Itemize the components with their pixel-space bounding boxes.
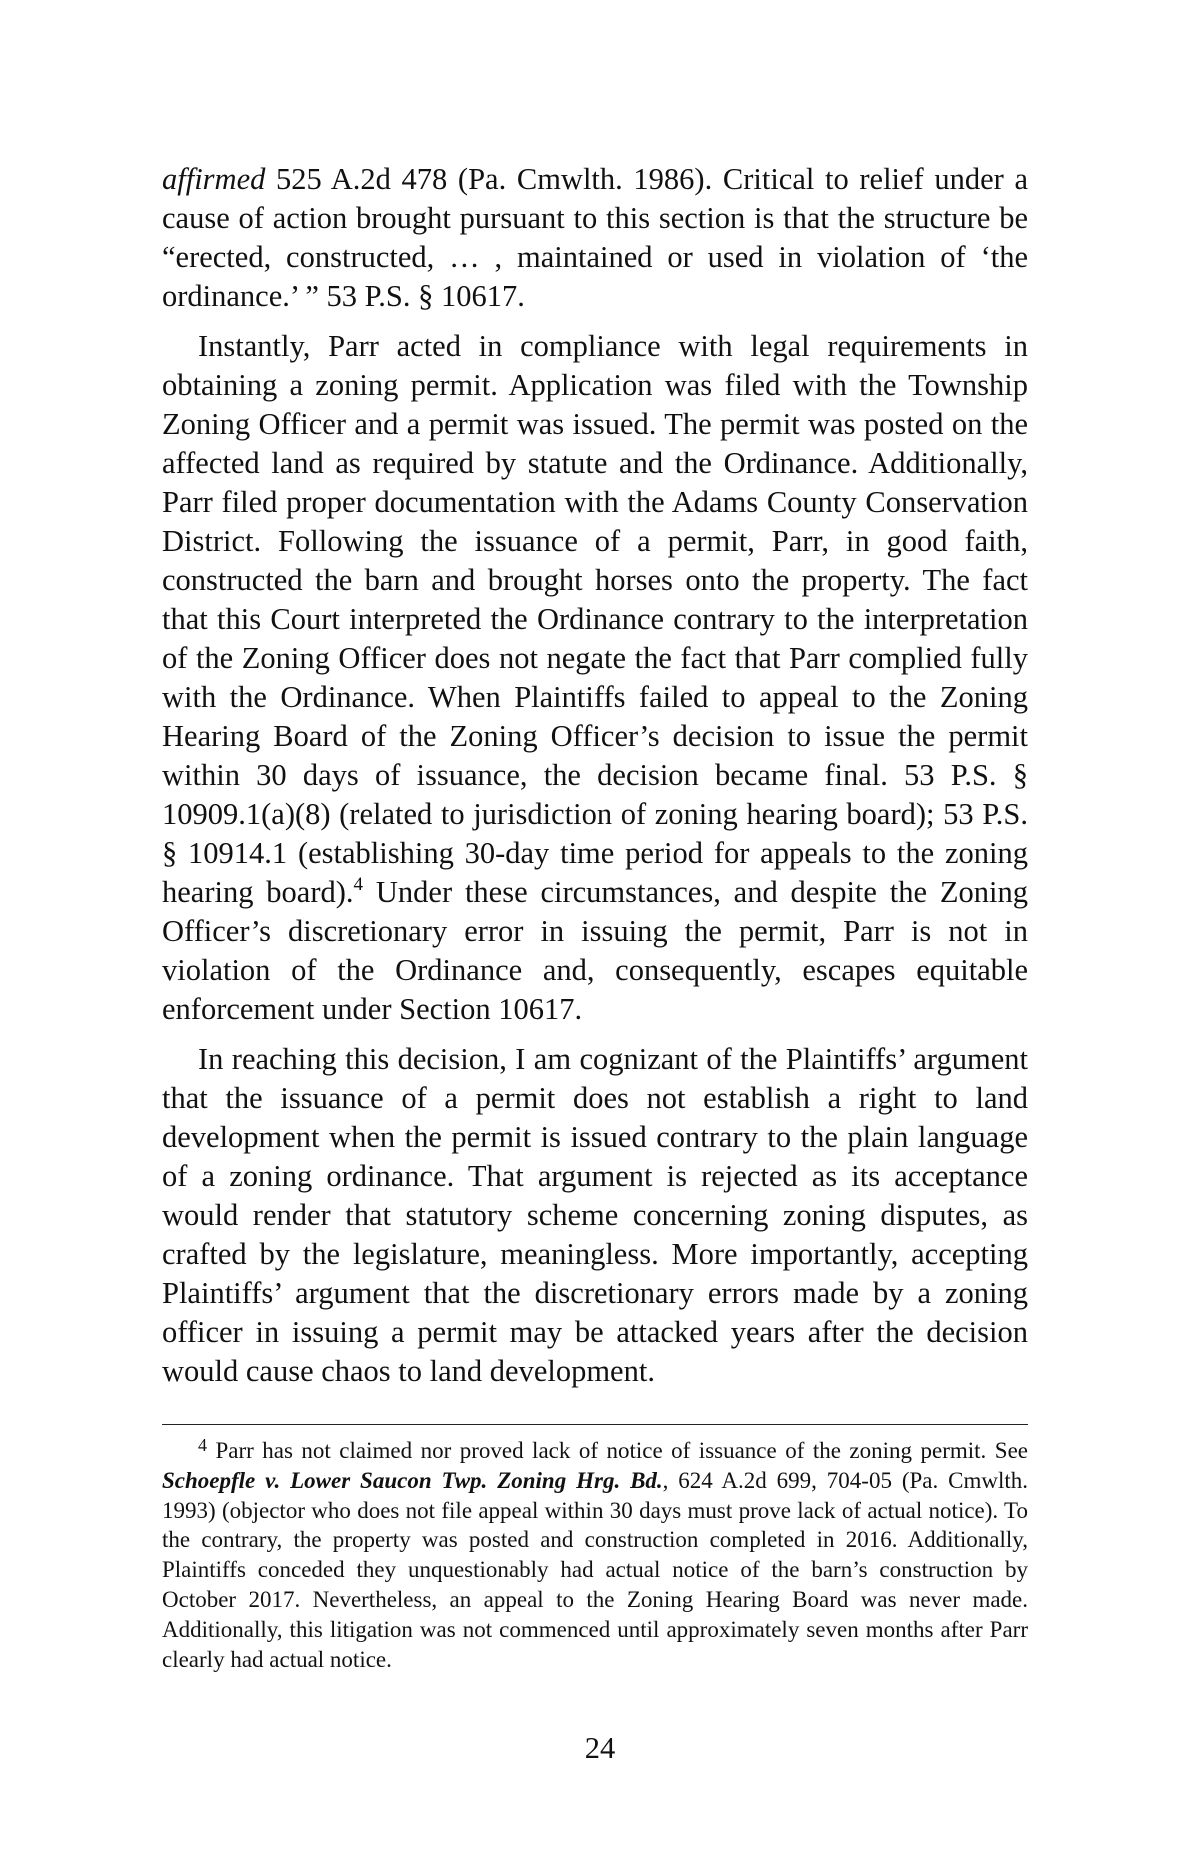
footnote-reference-4[interactable]: 4 — [353, 874, 364, 895]
footnote-4 — [162, 1436, 1028, 1674]
body-paragraph-3-text: In reaching this decision, I am cognizant of the Plaintiffs’ argument that the issuance of a permit does not establish a right to land development when the permit is issued contrary to the plain language of a zoning ordinance. That argument is rejected as its acceptance would render that statutory scheme concerning zoning disputes, as crafted by the legislature, meaningless. More importantly, accepting Plaintiffs’ argument that the discretionary errors made by a zoning officer in issuing a permit may be attacked years after the decision would cause chaos to land development. — [162, 1042, 1028, 1388]
page-body — [162, 160, 1028, 1391]
case-citation: Schoepfle v. Lower Saucon Twp. Zoning Hrg. Bd. — [162, 1467, 663, 1493]
affirmed-italic: affirmed — [162, 162, 266, 196]
body-paragraph-2-continued: Under these circumstances, and despite the Zoning Officer’s discretionary error in issuing the permit, Parr is not in violation of the Ordinance and, consequently, escapes equitable enforcement under Section 10617. — [162, 875, 1028, 1026]
footnote-text-continued: , 624 A.2d 699, 704-05 (Pa. Cmwlth. 1993) (objector who does not file appeal within 30 days must prove lack of actual notice). To the contrary, the property was posted and construction completed in 2016. Additionally, Plaintiffs conceded they unquestionably had actual notice of the barn’s construction by October 2017. Nevertheless, an appeal to the Zoning Hearing Board was never made. Additionally, this litigation was not commenced until approximately seven months after Parr clearly had actual notice. — [162, 1467, 1028, 1672]
body-paragraph-2 — [162, 327, 1028, 1029]
footnote-separator — [162, 1424, 1028, 1425]
footnote-number: 4 — [198, 1435, 207, 1455]
body-paragraph-1 — [162, 160, 1028, 316]
body-paragraph-1-text: 525 A.2d 478 (Pa. Cmwlth. 1986). Critical to relief under a cause of action brought pursuant to this section is that the structure be “erected, constructed, … , maintained or used in violation of ‘the ordinance.’ ” 53 P.S. § 10617. — [162, 162, 1028, 313]
body-paragraph-3 — [162, 1040, 1028, 1391]
footnote-text: Parr has not claimed nor proved lack of notice of issuance of the zoning permit. See — [207, 1438, 1028, 1463]
page-number: 24 — [584, 1731, 616, 1765]
body-paragraph-2-text: Instantly, Parr acted in compliance with legal requirements in obtaining a zoning permit. Application was filed with the Township Zoning Officer and a permit was issued. The permit was posted on the affected land as required by statute and the Ordinance. Additionally, Parr filed proper documentation with the Adams County Conservation District. Following the issuance of a permit, Parr, in good faith, constructed the barn and brought horses onto the property. The fact that this Court interpreted the Ordinance contrary to the interpretation of the Zoning Officer does not negate the fact that Parr complied fully with the Ordinance. When Plaintiffs failed to appeal to the Zoning Hearing Board of the Zoning Officer’s decision to issue the permit within 30 days of issuance, the decision became final. 53 P.S. § 10909.1(a)(8) (related to jurisdiction of zoning hearing board); 53 P.S. § 10914.1 (establishing 30-day time period for appeals to the zoning hearing board). — [162, 329, 1028, 909]
